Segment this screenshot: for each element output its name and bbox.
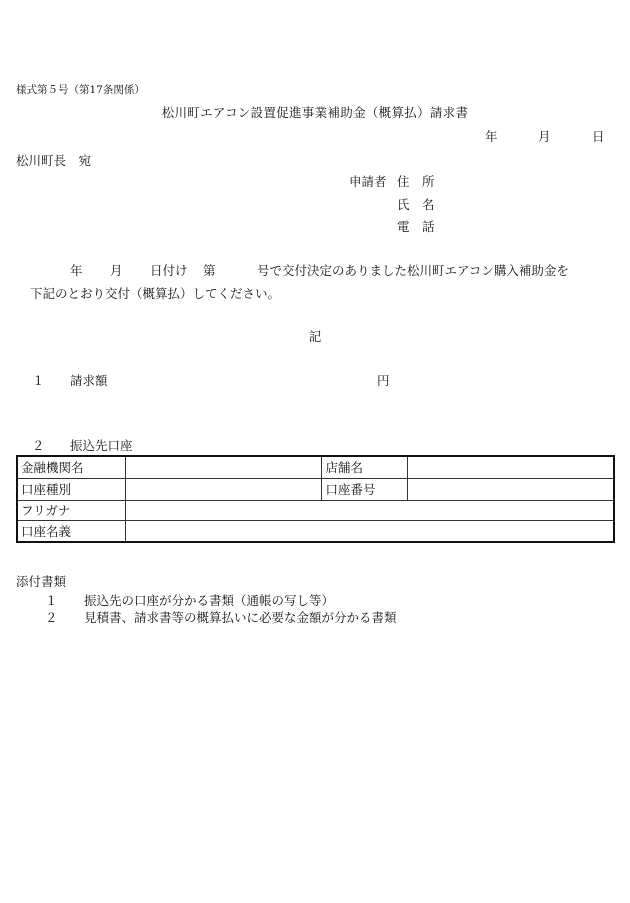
item2-label: 振込先口座 [70, 438, 133, 453]
applicant-role-label: 申請者 [349, 174, 387, 189]
date-year-label: 年 [485, 129, 498, 144]
attachments-heading: 添付書類 [16, 574, 67, 589]
account-holder-label: 口座名義 [17, 520, 126, 542]
table-row [17, 520, 614, 542]
document-title: 松川町エアコン設置促進事業補助金（概算払）請求書 [161, 105, 469, 120]
applicant-phone-label: 電 話 [397, 219, 435, 234]
account-type-label: 口座種別 [17, 478, 126, 500]
kigo-heading: 記 [308, 329, 322, 344]
date-day-label: 日 [592, 129, 605, 144]
body-number-prefix: 第 [203, 263, 216, 278]
account-number-label: 口座番号 [322, 478, 408, 500]
attachment-2-text: 見積書、請求書等の概算払いに必要な金額が分かる書類 [84, 610, 397, 625]
body-month-label: 月 [110, 263, 123, 278]
bank-name-field[interactable] [126, 456, 322, 478]
item1-number: １ [32, 373, 45, 388]
addressee: 松川町長 宛 [16, 153, 92, 168]
applicant-name-label: 氏 名 [397, 197, 435, 212]
body-year-label: 年 [70, 263, 83, 278]
table-row [17, 478, 614, 500]
attachment-1-text: 振込先の口座が分かる書類（通帳の写し等） [84, 593, 335, 608]
furigana-label: フリガナ [17, 500, 126, 520]
attachment-2-number: ２ [45, 610, 58, 625]
table-row [17, 500, 614, 520]
branch-field[interactable] [408, 456, 614, 478]
branch-label: 店舗名 [322, 456, 408, 478]
date-month-label: 月 [538, 129, 551, 144]
bank-name-label: 金融機関名 [17, 456, 126, 478]
attachment-1-number: １ [45, 593, 58, 608]
account-holder-field[interactable] [126, 520, 614, 542]
form-number: 様式第５号（第17条関係） [16, 84, 145, 96]
item1-label: 請求額 [70, 373, 108, 388]
bank-account-table [16, 455, 615, 543]
item2-number: ２ [32, 438, 45, 453]
item1-unit: 円 [377, 373, 390, 388]
account-number-field[interactable] [408, 478, 614, 500]
body-line2-text: 下記のとおり交付（概算払）してください。 [30, 286, 281, 301]
furigana-field[interactable] [126, 500, 614, 520]
table-row [17, 456, 614, 478]
body-dated-label: 日付け [150, 263, 188, 278]
account-type-field[interactable] [126, 478, 322, 500]
body-line1-text: 号で交付決定のありました松川町エアコン購入補助金を [257, 263, 569, 278]
applicant-address-label: 住 所 [397, 174, 435, 189]
